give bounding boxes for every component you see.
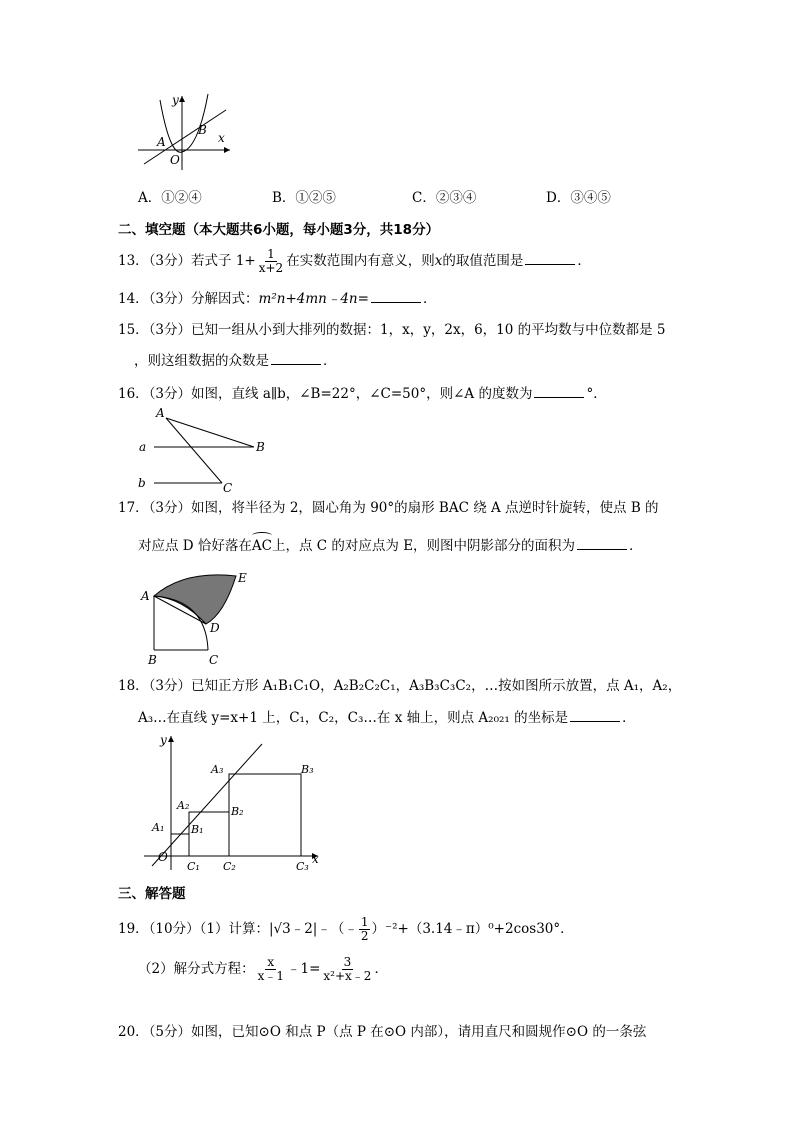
fig17-b: B: [148, 653, 157, 667]
fig18-o: O: [158, 850, 168, 864]
question-19-part1: 19．（10分）（1）计算：|√3﹣2|﹣（﹣ $\frac{1}{2}$ ）⁻²+（3.14﹣π）⁰+2cos30°．: [118, 915, 574, 943]
fig12-b-label: B: [198, 123, 207, 137]
fig18-a1: A₁: [152, 821, 165, 834]
fig16-b-point: B: [256, 440, 265, 454]
q12-figure: [130, 92, 240, 172]
fig18-c2: C₂: [223, 860, 236, 872]
q19-fraction-1: $\frac{x}{x﹣1}$: [257, 955, 284, 983]
fig18-a3: A₃: [211, 763, 224, 776]
fig16-line-a: a: [139, 440, 147, 454]
fig16-line-b: b: [138, 476, 146, 490]
fig17-a: A: [141, 589, 150, 603]
question-18: 18．（3分）已知正方形 A₁B₁C₁O，A₂B₂C₂C₁，A₃B₃C₃C₂，…按如图所示放置，点 A₁，A₂，: [118, 678, 682, 694]
question-13: 13．（3分）若式子 1+ $\frac{1}{x+2}$ 在实数范围内有意义，则x的取值范围是 ．: [118, 247, 591, 275]
option-a: A．①②④: [138, 190, 202, 206]
fig12-a-label: A: [157, 135, 166, 149]
answer-blank-17[interactable]: [577, 537, 627, 550]
fig18-a2: A₂: [177, 799, 190, 812]
fig18-c3: C₃: [296, 860, 309, 872]
q19-fraction-2: $\frac{3}{\text{x²+x﹣2}}$: [323, 955, 372, 983]
fig16-a-point: A: [156, 406, 165, 420]
fig12-o-label: O: [170, 153, 180, 167]
answer-blank-18[interactable]: [570, 709, 620, 722]
option-d: D．③④⑤: [546, 190, 611, 206]
fig17-c: C: [209, 653, 219, 667]
q17-figure: [138, 566, 258, 670]
question-14: 14．（3分）分解因式：m²n+4mn﹣4n= ．: [118, 291, 437, 307]
question-17: 17．（3分）如图，将半径为 2，圆心角为 90°的扇形 BAC 绕 A 点逆时针旋转，使点 B 的: [118, 500, 659, 516]
fig16-c-point: C: [223, 481, 233, 494]
answer-blank-15[interactable]: [271, 352, 321, 365]
fig12-y-label: y: [172, 93, 179, 107]
answer-blank-13[interactable]: [525, 252, 575, 265]
arc-ac: AC: [251, 538, 272, 554]
fig17-e: E: [238, 571, 247, 585]
section-2-title: 二、填空题（本大题共6小题，每小题3分，共18分）: [118, 222, 440, 238]
fig18-b2: B₂: [231, 805, 244, 818]
section-3-title: 三、解答题: [118, 886, 186, 902]
q13-fraction: $\frac{1}{x+2}$: [258, 247, 284, 275]
question-15: 15．（3分）已知一组从小到大排列的数据：1，x，y，2x，6，10 的平均数与中位数都是 5: [118, 322, 666, 338]
option-b: B．①②⑤: [272, 190, 336, 206]
option-c: C．②③④: [412, 190, 477, 206]
fig12-x-label: x: [218, 131, 225, 145]
answer-blank-16[interactable]: [534, 385, 584, 398]
q18-figure: [140, 730, 340, 872]
q16-figure: [130, 404, 280, 494]
fig18-x: x: [312, 852, 319, 866]
q19-fraction-half: $\frac{1}{2}$: [360, 915, 369, 943]
fig18-y: y: [160, 733, 167, 747]
question-19-part2: （2）解分式方程： $\frac{x}{x﹣1}$ ﹣1= $\frac{3}{\text{x²+x﹣2}}$ ．: [138, 955, 388, 983]
question-20: 20．（5分）如图，已知⊙O 和点 P（点 P 在⊙O 内部），请用直尺和圆规作⊙O 的一条弦: [118, 1024, 647, 1040]
question-18-line2: A₃…在直线 y=x+1 上，C₁，C₂，C₃…在 x 轴上，则点 A₂₀₂₁ 的坐标是 ．: [138, 710, 636, 726]
question-17-line2: 对应点 D 恰好落在AC上，点 C 的对应点为 E，则图中阴影部分的面积为 ．: [138, 538, 643, 554]
question-15-line2: ，则这组数据的众数是 ．: [134, 353, 337, 369]
answer-blank-14[interactable]: [371, 290, 421, 303]
fig18-b1: B₁: [191, 823, 204, 836]
fig18-b3: B₃: [301, 763, 314, 776]
fig17-d: D: [210, 621, 220, 635]
fig18-c1: C₁: [187, 860, 200, 872]
question-16: 16．（3分）如图，直线 a∥b，∠B=22°，∠C=50°，则∠A 的度数为 °．: [118, 386, 607, 402]
